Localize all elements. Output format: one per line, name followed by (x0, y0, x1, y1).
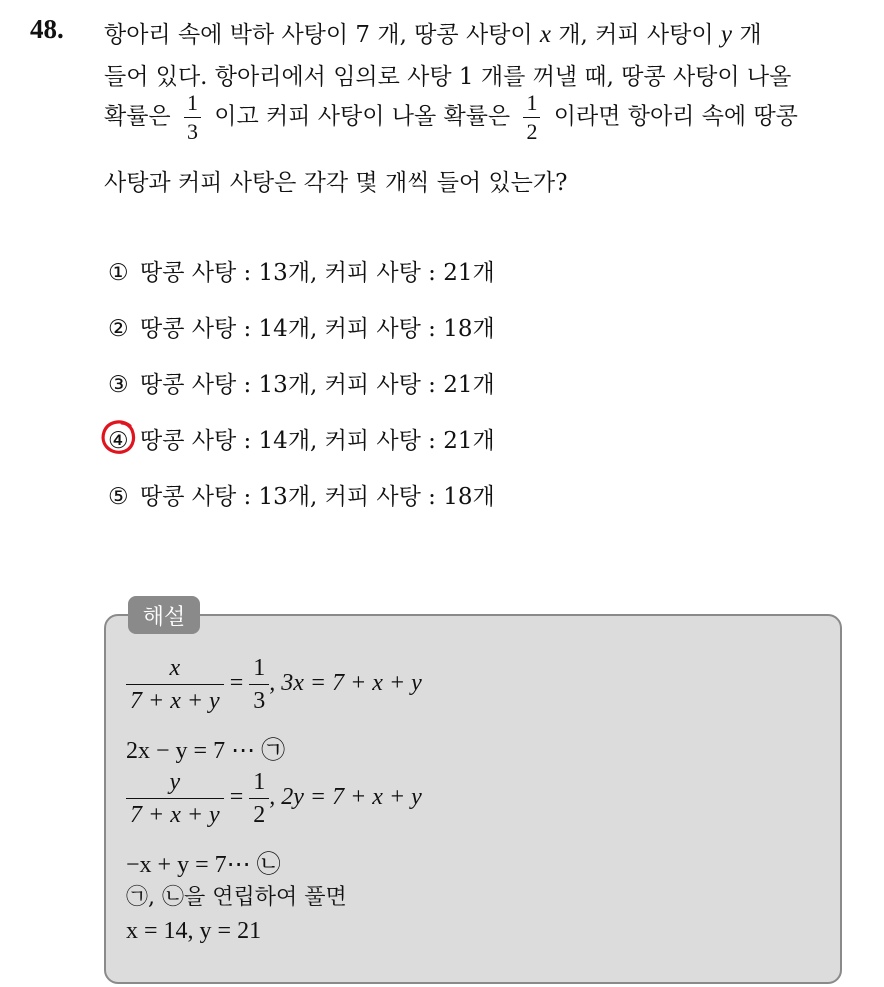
question-text: 이고 커피 사탕이 나올 확률은 (214, 103, 511, 130)
fraction-one-half: $\frac{1}{2}$ (523, 92, 540, 143)
fraction-y-over-total: $\frac{y}{7 + x + y}$ (126, 770, 224, 827)
fraction-one-half: $\frac{1}{2}$ (249, 770, 269, 827)
question-line-3 (104, 92, 798, 143)
choice-3[interactable]: ③ 땅콩 사탕 : 13개, 커피 사탕 : 21개 (108, 372, 495, 398)
question-text: 개 (732, 22, 762, 48)
question-number: 48. (30, 14, 64, 44)
solution-line-5: ㉠, ㉡을 연립하여 풀면 (126, 885, 347, 910)
choice-2[interactable]: ② 땅콩 사탕 : 14개, 커피 사탕 : 18개 (108, 316, 495, 342)
variable-y: y (720, 21, 733, 48)
fraction-one-third: $\frac{1}{3}$ (249, 656, 269, 713)
question-text: 개, 커피 사탕이 (551, 22, 721, 48)
question-text: 확률은 (104, 103, 171, 130)
choice-1[interactable]: ① 땅콩 사탕 : 13개, 커피 사탕 : 21개 (108, 260, 495, 286)
solution-line-6: x = 14, y = 21 (126, 918, 262, 944)
question-line-4: 사탕과 커피 사탕은 각각 몇 개씩 들어 있는가? (104, 170, 568, 196)
fraction-x-over-total: $\frac{x}{7 + x + y}$ (126, 656, 224, 713)
solution-line-3: $\frac{y}{7 + x + y}$ = $\frac{1}{2}$ , 2y = 7 + x + y (126, 770, 422, 827)
question-line-1 (104, 16, 762, 49)
solution-line-1: $\frac{x}{7 + x + y}$ = $\frac{1}{3}$ , 3x = 7 + x + y (126, 656, 422, 713)
variable-x: x (539, 21, 552, 48)
answer-circle-mark (100, 418, 138, 456)
solution-tag: 해설 (128, 596, 200, 634)
choice-5[interactable]: ⑤ 땅콩 사탕 : 13개, 커피 사탕 : 18개 (108, 484, 495, 510)
solution-line-2: 2x − y = 7 ⋯ ㉠ (126, 738, 286, 764)
question-text: 항아리 속에 박하 사탕이 7 개, 땅콩 사탕이 (104, 22, 540, 48)
question-line-2: 들어 있다. 항아리에서 임의로 사탕 1 개를 꺼낼 때, 땅콩 사탕이 나올 (104, 64, 792, 90)
fraction-one-third: $\frac{1}{3}$ (184, 92, 201, 143)
question-text: 이라면 항아리 속에 땅콩 (553, 103, 798, 130)
choice-4[interactable]: ④ 땅콩 사탕 : 14개, 커피 사탕 : 21개 (108, 428, 495, 454)
solution-line-4: −x + y = 7⋯ ㉡ (126, 852, 281, 878)
